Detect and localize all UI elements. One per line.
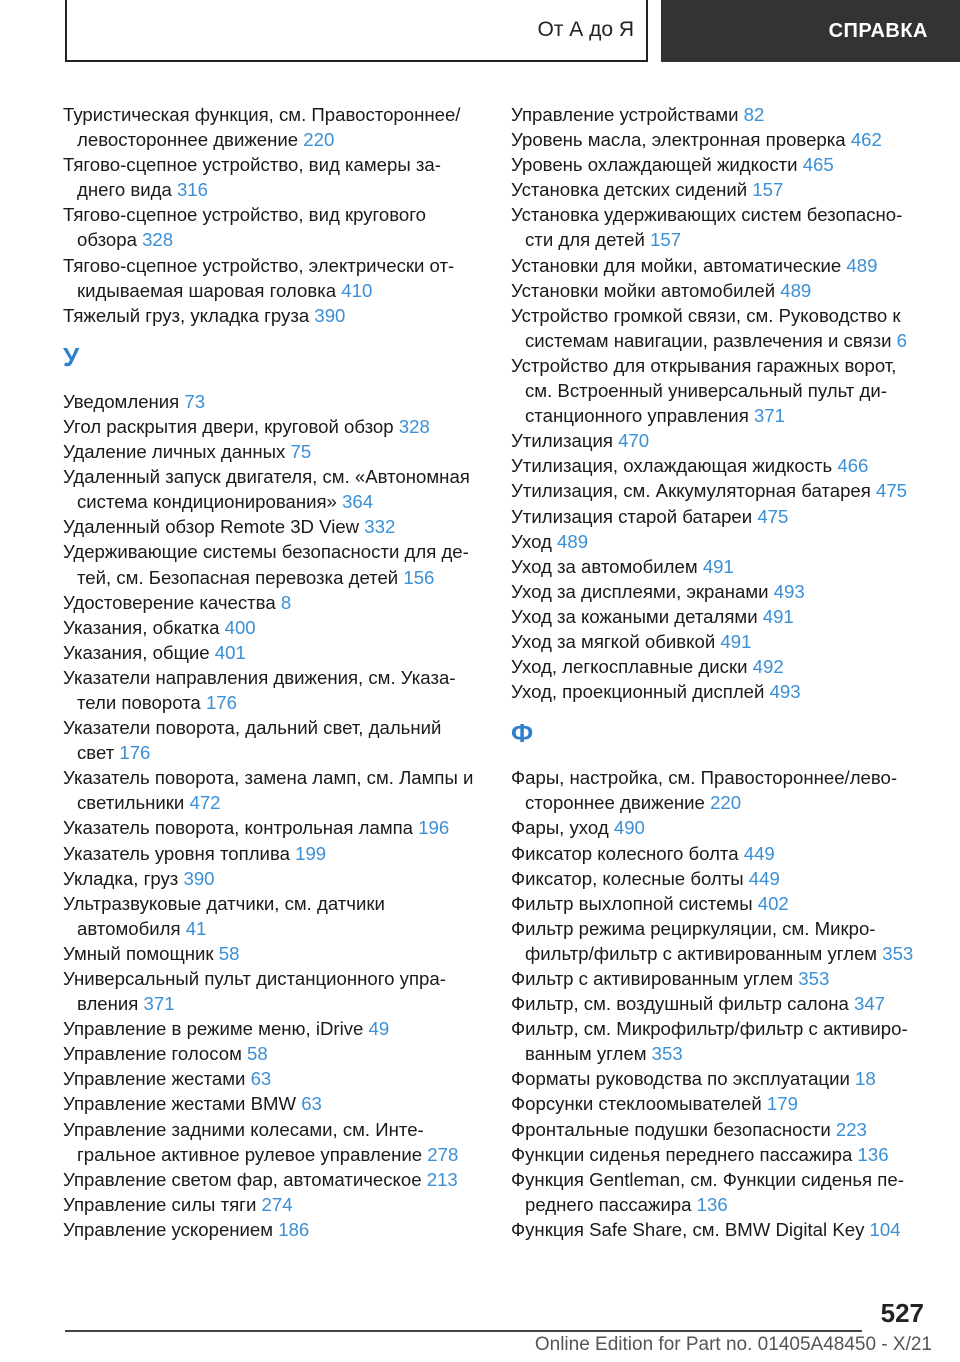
page-reference-link[interactable]: 390 (183, 867, 215, 889)
page-reference-link[interactable]: 491 (702, 555, 734, 577)
index-entry-text: Фильтр, см. Микрофильтр/фильтр с активиро- (511, 1018, 908, 1040)
page-reference-link[interactable]: 223 (835, 1118, 867, 1140)
index-entry-text: Ультразвуковые датчики, см. датчики (63, 892, 385, 914)
index-entry-text: Установки для мойки, автоматические (511, 254, 847, 276)
index-entry-text: Фильтр, см. воздушный фильтр салона (511, 993, 854, 1015)
index-entry (63, 1192, 483, 1217)
index-entry (511, 1142, 931, 1167)
index-entry (63, 1066, 483, 1091)
index-entry-text: ванным углем (525, 1043, 652, 1065)
page-reference-link[interactable]: 213 (426, 1168, 458, 1190)
page-reference-link[interactable]: 402 (757, 892, 789, 914)
index-entry (511, 966, 931, 991)
index-entry-text: Удерживающие системы безопасности для де- (63, 541, 469, 563)
index-entry-text: Тягово-сцепное устройство, вид кругового (63, 204, 426, 226)
index-entry-text: Форматы руководства по эксплуатации (511, 1068, 856, 1090)
page-reference-link[interactable]: 220 (303, 129, 335, 151)
index-entry (511, 478, 931, 503)
page-reference-link[interactable]: 199 (295, 842, 327, 864)
index-entry-text: Уровень масла, электронная проверка (511, 129, 851, 151)
index-entry-text: Укладка, груз (63, 867, 184, 889)
index-entry-text: система кондиционирования» (77, 491, 343, 513)
index-entry (511, 127, 931, 152)
page-reference-link[interactable]: 274 (261, 1193, 293, 1215)
index-entry (511, 1217, 931, 1242)
index-entry-text: Утилизация, см. Аккумуляторная батарея (511, 480, 876, 502)
index-entry-text: Тягово-сцепное устройство, вид камеры за- (63, 154, 441, 176)
index-entry-text: Универсальный пульт дистанционного упра- (63, 968, 446, 989)
index-entry-text: Туристическая функция, см. Правостороннее/ (63, 104, 461, 125)
index-entry-text: вления (77, 993, 144, 1015)
index-entry (63, 715, 483, 765)
index-entry (63, 841, 483, 866)
page-reference-link[interactable]: 75 (290, 441, 312, 463)
index-entry (63, 253, 483, 303)
index-column-left (63, 102, 483, 1242)
index-entry-text: Управление голосом (63, 1043, 248, 1065)
page-reference-link[interactable]: 186 (278, 1218, 310, 1240)
page-reference-link[interactable]: 470 (618, 430, 650, 452)
page-reference-link[interactable]: 58 (218, 942, 240, 964)
index-entry-text: кидываемая шаровая головка (77, 279, 342, 301)
index-letter-heading: Ф (511, 718, 534, 749)
page-reference-link[interactable]: 196 (418, 817, 450, 839)
page-reference-link[interactable]: 353 (882, 942, 914, 964)
page-reference-link[interactable]: 400 (224, 616, 256, 638)
footer-edition: Online Edition for Part no. 01405A48450 - X/21 (534, 1334, 932, 1355)
page-reference-link[interactable]: 493 (773, 580, 805, 602)
index-entry (511, 1117, 931, 1142)
page-reference-link[interactable]: 58 (247, 1043, 268, 1065)
page-reference-link[interactable]: 278 (427, 1143, 459, 1165)
index-entry-text: тели поворота (77, 691, 206, 713)
index-entry (63, 439, 483, 464)
index-entry (511, 278, 931, 303)
index-entry-text: Форсунки стеклоомывателей (511, 1093, 767, 1115)
page-reference-link[interactable]: 492 (752, 656, 784, 678)
index-entry (511, 453, 931, 478)
page-reference-link[interactable]: 493 (769, 681, 801, 703)
index-entry-text: Фильтр выхлопной системы (511, 892, 758, 914)
index-entry (511, 604, 931, 629)
index-entry (511, 679, 931, 704)
index-entry (511, 303, 931, 353)
page-reference-link[interactable]: 489 (557, 530, 589, 552)
page-reference-link[interactable]: 49 (368, 1018, 390, 1040)
index-entry-text: гральное активное рулевое управление (77, 1143, 428, 1165)
index-entry (511, 629, 931, 654)
index-entry (511, 428, 931, 453)
index-entry-text: Уход за дисплеями, экранами (511, 580, 774, 602)
page-reference-link[interactable]: 371 (143, 993, 175, 1015)
index-entry-text: Управление жестами (63, 1068, 251, 1090)
index-entry (511, 177, 931, 202)
index-entry (511, 891, 931, 916)
index-entry-text: Фары, настройка, см. Правостороннее/лево- (511, 767, 898, 789)
index-entry-text: Управление силы тяги (63, 1193, 262, 1215)
index-entry-text: Фиксатор колесного болта (511, 842, 744, 864)
index-entry-text: Фиксатор, колесные болты (511, 867, 749, 889)
index-entry-text: Утилизация, охлаждающая жидкость (511, 455, 838, 477)
index-entry (63, 1091, 483, 1116)
page-reference-link[interactable]: 157 (650, 229, 682, 251)
page-reference-link[interactable]: 220 (710, 792, 742, 814)
page-reference-link[interactable]: 41 (185, 917, 207, 939)
index-entry-text: Установки мойки автомобилей (511, 279, 781, 301)
index-entry (63, 152, 483, 202)
index-entry (63, 1167, 483, 1192)
index-entry-text: см. Встроенный универсальный пульт ди- (525, 380, 887, 402)
index-entry (63, 1016, 483, 1041)
page-reference-link[interactable]: 401 (214, 641, 246, 663)
index-entry-text: Уведомления (63, 390, 185, 412)
index-entry-text: Указания, общие (63, 641, 215, 663)
index-entry (63, 640, 483, 665)
index-entry-text: Указатель поворота, контрольная лампа (63, 817, 419, 839)
index-entry-text: обзора (77, 229, 143, 251)
index-entry (63, 815, 483, 840)
index-entry (511, 815, 931, 840)
index-entry (511, 866, 931, 891)
index-entry (511, 765, 931, 815)
index-entry-text: Уровень охлаждающей жидкости (511, 154, 803, 176)
index-entry (63, 303, 483, 328)
index-entry-text: автомобиля (77, 917, 186, 939)
index-entry-text: Функция Gentleman, см. Функции сиденья пе- (511, 1168, 904, 1190)
index-entry (63, 202, 483, 252)
index-entry-text: станционного управления (525, 405, 754, 427)
index-entry-text: Установка удерживающих систем безопасно- (511, 204, 903, 226)
index-entry (511, 102, 931, 127)
index-entry-text: системам навигации, развлечения и связи (525, 329, 897, 351)
header-chapter-label: СПРАВКА (828, 19, 928, 42)
index-entry (63, 1117, 483, 1167)
page-reference-link[interactable]: 316 (176, 179, 208, 201)
page-reference-link[interactable]: 18 (855, 1068, 876, 1090)
index-entry-text: Удаленный запуск двигателя, см. «Автономная (63, 466, 470, 488)
page-reference-link[interactable]: 176 (205, 691, 237, 713)
index-entry-text: Уход, легкосплавные диски (511, 656, 753, 678)
index-entry (511, 253, 931, 278)
page-reference-link[interactable]: 449 (748, 867, 780, 889)
index-entry-text: Управление светом фар, автоматическое (63, 1168, 427, 1190)
page-reference-link[interactable]: 157 (752, 179, 784, 201)
page-reference-link[interactable]: 156 (403, 566, 435, 588)
index-entry (63, 1217, 483, 1242)
index-letter-heading: У (63, 341, 80, 372)
index-entry-text: Функции сиденья переднего пассажира (511, 1143, 858, 1165)
footer-divider (65, 1330, 862, 1332)
page-reference-link[interactable]: 410 (341, 279, 373, 301)
page-reference-link[interactable]: 353 (798, 968, 830, 989)
index-entry-text: Уход за мягкой обивкой (511, 630, 721, 652)
index-entry-text: Управление задними колесами, см. Инте- (63, 1118, 424, 1140)
index-entry-text: сти для детей (525, 229, 651, 251)
index-entry (511, 353, 931, 428)
index-entry-text: реднего пассажира (525, 1193, 697, 1215)
page-reference-link[interactable]: 472 (189, 792, 221, 814)
index-entry (63, 966, 483, 1016)
index-entry (63, 765, 483, 815)
index-entry-text: Уход за кожаными деталями (511, 605, 763, 627)
header-section-label: От А до Я (537, 18, 634, 41)
index-entry-text: Тягово-сцепное устройство, электрически от- (63, 254, 455, 276)
index-entry-text: Указатель поворота, замена ламп, см. Лампы и (63, 767, 474, 789)
header-section-tab[interactable] (65, 0, 648, 62)
page-reference-link[interactable]: 466 (837, 455, 869, 477)
page-reference-link[interactable]: 176 (119, 742, 151, 764)
index-entry-text: свет (77, 742, 120, 764)
index-entry (511, 579, 931, 604)
index-entry-text: Указатель уровня топлива (63, 842, 296, 864)
index-entry (511, 152, 931, 177)
index-entry-text: Умный помощник (63, 942, 219, 964)
index-entry (63, 389, 483, 414)
index-entry-text: Уход (511, 530, 558, 552)
page-reference-link[interactable]: 390 (314, 304, 346, 326)
index-entry-text: Фары, уход (511, 817, 614, 839)
index-entry-text: Указатели поворота, дальний свет, дальний (63, 717, 442, 739)
index-entry-text: тей, см. Безопасная перевозка детей (77, 566, 404, 588)
index-entry (511, 1091, 931, 1116)
index-entry (63, 102, 483, 152)
page-reference-link[interactable]: 475 (757, 505, 789, 527)
index-entry (63, 590, 483, 615)
index-entry (511, 1066, 931, 1091)
page-reference-link[interactable]: 6 (896, 329, 907, 351)
index-entry-text: Функция Safe Share, см. BMW Digital Key (511, 1218, 870, 1240)
index-entry (511, 1167, 931, 1217)
page-reference-link[interactable]: 63 (301, 1093, 322, 1115)
page-reference-link[interactable]: 490 (613, 817, 645, 839)
index-entry-text: Угол раскрытия двери, круговой обзор (63, 415, 399, 437)
header-chapter-tab[interactable] (661, 0, 960, 62)
index-entry-text: Управление в режиме меню, iDrive (63, 1018, 369, 1040)
index-entry-text: Указатели направления движения, см. Указа- (63, 666, 456, 688)
index-entry-text: Фильтр режима рециркуляции, см. Микро- (511, 917, 876, 939)
index-entry-text: Удаленный обзор Remote 3D View (63, 516, 365, 538)
index-entry (63, 866, 483, 891)
page-reference-link[interactable]: 328 (398, 415, 430, 437)
index-entry (511, 202, 931, 252)
page-reference-link[interactable]: 8 (280, 591, 292, 613)
index-entry-text: Управление ускорением (63, 1218, 279, 1240)
page-number: 527 (880, 1298, 924, 1328)
index-entry (63, 414, 483, 439)
index-entry (63, 665, 483, 715)
index-entry-text: Тяжелый груз, укладка груза (63, 304, 315, 326)
index-entry (511, 554, 931, 579)
page-reference-link[interactable]: 462 (850, 129, 882, 151)
index-entry-text: Уход, проекционный дисплей (511, 681, 770, 703)
index-entry-text: фильтр/фильтр с активированным углем (525, 942, 883, 964)
index-entry (63, 514, 483, 539)
page-reference-link[interactable]: 332 (364, 516, 396, 538)
index-entry-text: левостороннее движение (77, 129, 304, 151)
page-reference-link[interactable]: 353 (651, 1043, 683, 1065)
index-entry (511, 529, 931, 554)
page-reference-link[interactable]: 104 (869, 1218, 901, 1240)
index-column-right (511, 102, 931, 1242)
index-entry (63, 1041, 483, 1066)
page-reference-link[interactable]: 491 (762, 605, 794, 627)
index-entry (63, 464, 483, 514)
index-entry-text: Управление устройствами (511, 104, 744, 125)
page-reference-link[interactable]: 449 (743, 842, 775, 864)
page-reference-link[interactable]: 82 (743, 104, 765, 125)
index-entry-text: Устройство громкой связи, см. Руководство к (511, 304, 901, 326)
page-reference-link[interactable]: 489 (846, 254, 878, 276)
index-entry-text: Утилизация (511, 430, 619, 452)
index-entry-text: Удаление личных данных (63, 441, 291, 463)
page-reference-link[interactable]: 489 (780, 279, 812, 301)
page-reference-link[interactable]: 63 (250, 1068, 272, 1090)
page-reference-link[interactable]: 179 (766, 1093, 798, 1115)
index-entry-text: Устройство для открывания гаражных ворот, (511, 354, 897, 376)
index-entry (63, 941, 483, 966)
index-entry-text: Фильтр с активированным углем (511, 968, 799, 989)
page-reference-link[interactable]: 136 (857, 1143, 889, 1165)
index-entry-text: стороннее движение (525, 792, 711, 814)
page-reference-link[interactable]: 73 (184, 390, 206, 412)
page-reference-link[interactable]: 328 (142, 229, 174, 251)
page-reference-link[interactable]: 136 (696, 1193, 728, 1215)
page-reference-link[interactable]: 364 (342, 491, 374, 513)
page-reference-link[interactable]: 371 (753, 405, 785, 427)
index-entry-text: Фронтальные подушки безопасности (511, 1118, 836, 1140)
index-entry (63, 539, 483, 589)
index-entry-text: Управление жестами BMW (63, 1093, 302, 1115)
page-reference-link[interactable]: 465 (802, 154, 834, 176)
page-reference-link[interactable]: 347 (853, 993, 886, 1015)
index-entry (511, 1016, 931, 1066)
index-entry (511, 916, 931, 966)
page-reference-link[interactable]: 491 (720, 630, 752, 652)
index-entry (511, 991, 931, 1016)
index-entry-text: светильники (77, 792, 190, 814)
index-entry-text: Уход за автомобилем (511, 555, 703, 577)
index-entry-text: Указания, обкатка (63, 616, 225, 638)
index-entry-text: Утилизация старой батареи (511, 505, 758, 527)
index-entry-text: днего вида (77, 179, 177, 201)
index-entry (511, 654, 931, 679)
index-entry-text: Удостоверение качества (63, 591, 281, 613)
page-reference-link[interactable]: 475 (875, 480, 908, 502)
index-entry (63, 891, 483, 941)
index-entry (511, 504, 931, 529)
index-entry (511, 841, 931, 866)
index-entry (63, 615, 483, 640)
index-entry-text: Установка детских сидений (511, 179, 753, 201)
